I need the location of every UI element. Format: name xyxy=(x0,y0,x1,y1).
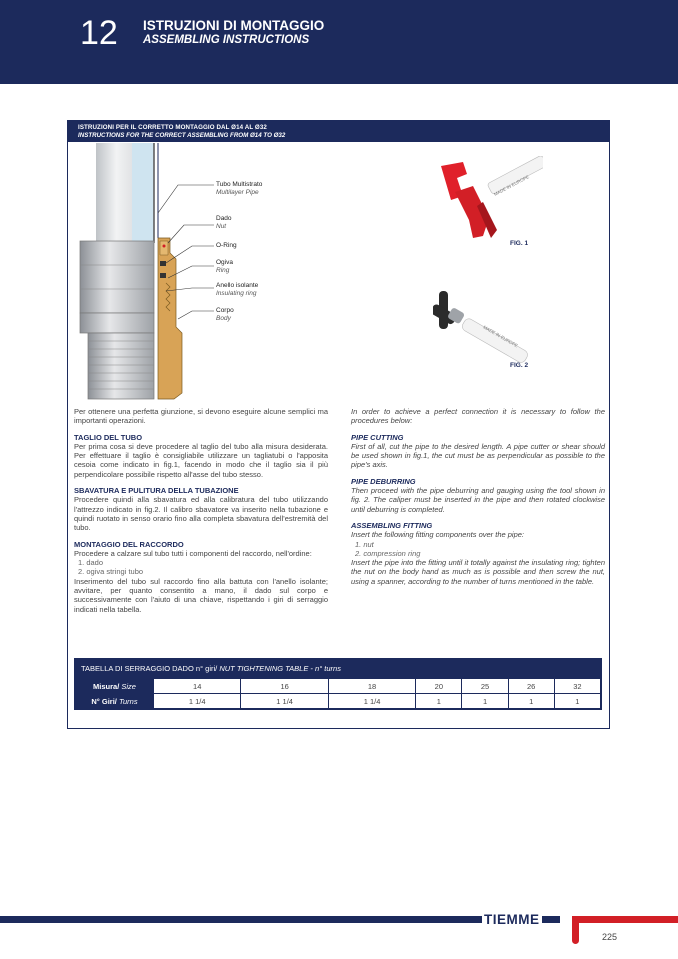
callout-body: Corpo Body xyxy=(216,307,234,322)
callout-o-ring: O-Ring xyxy=(216,242,237,249)
table-cell: 1 1/4 xyxy=(241,694,328,709)
table-cell: 1 xyxy=(416,694,462,709)
row-header-size: Misura/ Size xyxy=(76,679,154,694)
heading-taglio: TAGLIO DEL TUBO xyxy=(74,432,143,442)
table-row-sizes xyxy=(76,679,601,694)
list-item: 1. nut xyxy=(355,539,374,549)
callout-insulating-ring: Anello isolante Insulating ring xyxy=(216,282,259,297)
heading-pipe-deburring: PIPE DEBURRING xyxy=(351,476,416,486)
table-title: TABELLA DI SERRAGGIO DADO n° giri/ NUT TIGHTENING TABLE - n° turns xyxy=(75,659,601,678)
footer-accent-hook xyxy=(572,916,579,944)
nut-shape xyxy=(80,241,154,313)
tightening-table xyxy=(74,658,602,710)
pipe-shear-illustration xyxy=(433,156,543,246)
intro-it: Per ottenere una perfetta giunzione, si devono eseguire alcune semplici ma importanti operazioni. xyxy=(74,407,328,426)
table-cell: 25 xyxy=(462,679,508,694)
para-pipe-deburring: Then proceed with the pipe deburring and gauging using the tool shown in fig. 2. The caliper must be inserted in the pipe and then rotated clockwise until deburring is completed. xyxy=(351,486,605,514)
tightening-table-grid xyxy=(75,678,601,709)
table-cell: 1 xyxy=(508,694,554,709)
table-cell: 26 xyxy=(508,679,554,694)
table-cell: 1 xyxy=(462,694,508,709)
footer-bar xyxy=(0,916,560,923)
callout-nut: Dado Nut xyxy=(216,215,232,230)
heading-assembling-fitting: ASSEMBLING FITTING xyxy=(351,520,433,530)
instructions-italian xyxy=(74,407,328,614)
table-cell: 16 xyxy=(241,679,328,694)
page-header xyxy=(0,0,678,84)
header-subtitle: ASSEMBLING INSTRUCTIONS xyxy=(143,34,310,46)
para-montaggio: Procedere a calzare sul tubo tutti i componenti del raccordo, nell'ordine: xyxy=(74,548,312,558)
heading-montaggio: MONTAGGIO DEL RACCORDO xyxy=(74,539,184,549)
heading-pipe-cutting: PIPE CUTTING xyxy=(351,432,404,442)
table-cell: 14 xyxy=(154,679,241,694)
chapter-number: 12 xyxy=(80,14,118,52)
para-insert-pipe: Insert the pipe into the fitting until it totally against the insulating ring; tighten the nut on the body hand as much as is possible and then screw the nut, using a spanner, according to the number of turns mentioned in the table. xyxy=(351,558,605,586)
list-item: 2. compression ring xyxy=(355,548,421,558)
table-cell: 32 xyxy=(554,679,600,694)
page-number: 225 xyxy=(602,932,618,942)
body-shape xyxy=(80,313,154,333)
fig-1-label: FIG. 1 xyxy=(510,240,529,247)
table-cell: 1 1/4 xyxy=(154,694,241,709)
para-inserimento: Inserimento del tubo sul raccordo fino alla battuta con l'anello isolante; avvitare, per quanto consentito a mano, il dado sul corpo e successivamente con l'aiuto di una chiave, rispettando i giri di serraggio indicati nella tabella. xyxy=(74,576,328,614)
para-sbavatura: Procedere quindi alla sbavatura ed alla calibratura del tubo utilizzando l'attrezzo indicato in fig.2. Il calibro sbavatore va inserito nella tubazione e quindi ruotato in senso orario fino alla completa sbavatura dell'estremità del tubo. xyxy=(74,495,328,533)
instructions-panel xyxy=(67,120,610,729)
intro-en: In order to achieve a perfect connection it is necessary to follow the procedures below: xyxy=(351,407,605,426)
table-cell: 1 1/4 xyxy=(328,694,415,709)
instructions-english xyxy=(351,407,605,586)
footer-accent-bar xyxy=(572,916,678,923)
fig-2-label: FIG. 2 xyxy=(510,362,529,369)
svg-text:MADE IN EUROPE: MADE IN EUROPE xyxy=(482,324,519,349)
header-title: ISTRUZIONI DI MONTAGGIO xyxy=(143,18,325,33)
para-pipe-cutting: First of all, cut the pipe to the desired length. A pipe cutter or shear should be used shown in fig.1, the cut must be as perpendicular as possible to the pipe's axis. xyxy=(351,441,605,470)
list-item: 2. ogiva stringi tubo xyxy=(78,567,144,577)
panel-subtitle: INSTRUCTIONS FOR THE CORRECT ASSEMBLING FROM Ø14 TO Ø32 xyxy=(78,132,286,139)
deburring-tool-illustration xyxy=(433,283,543,363)
callout-multilayer-pipe: Tubo Multistrato Multilayer Pipe xyxy=(216,181,263,196)
table-cell: 18 xyxy=(328,679,415,694)
table-cell: 1 xyxy=(554,694,600,709)
panel-title: ISTRUZIONI PER IL CORRETTO MONTAGGIO DAL Ø14 AL Ø32 xyxy=(78,124,267,131)
heading-sbavatura: SBAVATURA E PULITURA DELLA TUBAZIONE xyxy=(74,486,239,496)
table-row-turns xyxy=(76,694,601,709)
panel-title-bar xyxy=(68,121,609,142)
svg-text:MADE IN EUROPE: MADE IN EUROPE xyxy=(493,174,530,197)
brand-logo: TIEMME xyxy=(484,912,540,927)
para-assembling: Insert the following fitting components over the pipe: xyxy=(351,530,525,540)
para-taglio: Per prima cosa si deve procedere al taglio del tubo alla misura desiderata. Per effettuare il taglio è consigliabile utilizzare un tagliatubi o l'apposita cesoia come indicato in fig.1, facendo in modo che il taglio sia il più perpendicolare possibile rispetto all'asse del tubo stesso. xyxy=(74,441,328,479)
list-item: 1. dado xyxy=(78,558,104,568)
table-cell: 20 xyxy=(416,679,462,694)
row-header-turns: N° Giri/ Turns xyxy=(76,694,154,709)
callout-ring: Ogiva Ring xyxy=(216,259,233,274)
